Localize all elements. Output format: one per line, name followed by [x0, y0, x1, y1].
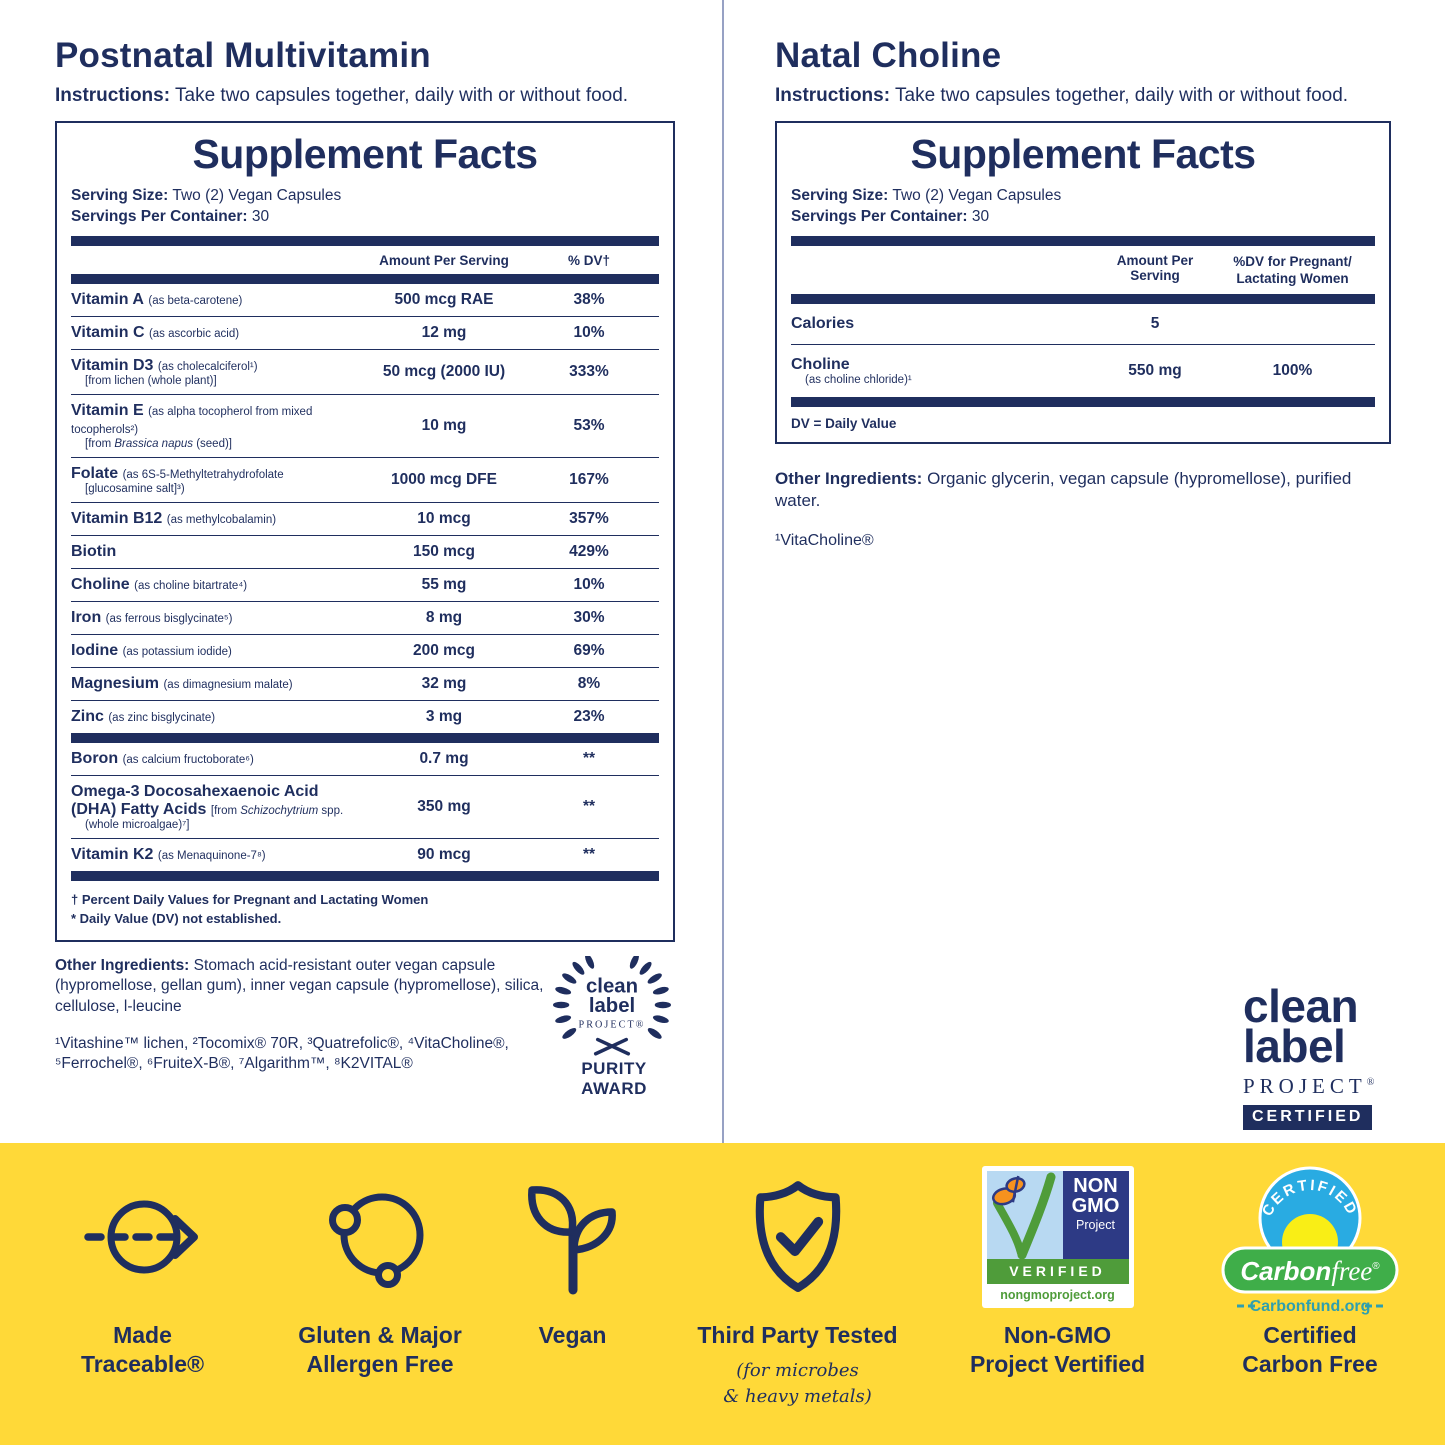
butterfly-sprout-icon: [987, 1171, 1063, 1259]
table-row: [71, 284, 659, 316]
purity-award-line1: PURITY: [581, 1058, 647, 1078]
dv-note: DV = Daily Value: [791, 415, 897, 431]
nutrient-name: Vitamin D3: [71, 356, 154, 374]
serving-size-line: Serving Size: Two (2) Vegan Capsules: [71, 186, 342, 204]
nutrient-amount: 350 mg: [417, 797, 471, 815]
other-ingredients-text: Stomach acid-resistant outer vegan capsule (hypromellose, gellan gum), inner vegan capsule (hypromellose), silica, cellulose, l-leucine: [55, 956, 544, 1015]
clp-word-label: label: [1243, 1020, 1346, 1073]
footnote-dagger: † Percent Daily Values for Pregnant and Lactating Women: [71, 891, 429, 907]
table-row: [71, 838, 659, 871]
nutrient-form: (as cholecalciferol¹): [157, 360, 258, 373]
nutrient-amount: 90 mcg: [417, 845, 471, 863]
nutrient-dv: 100%: [1272, 361, 1313, 379]
nutrient-source: [from lichen (whole plant)]: [85, 374, 217, 387]
section-bar: [791, 236, 1375, 246]
nutrient-form: (as ascorbic acid): [148, 327, 240, 340]
col-percent-dv: %DV for Pregnant/ Lactating Women: [1233, 253, 1352, 287]
table-row: [71, 316, 659, 349]
table-row: [71, 349, 659, 394]
nutrient-dv: 38%: [573, 290, 605, 308]
nutrient-amount: 50 mcg (2000 IU): [382, 362, 506, 380]
nutrient-name: Zinc: [71, 707, 104, 725]
clp-certified-badge: CERTIFIED: [1243, 1105, 1372, 1130]
supplement-facts-box-left: [55, 121, 675, 942]
serving-size-line: Serving Size: Two (2) Vegan Capsules: [791, 186, 1062, 204]
other-ingredients-label: Other Ingredients:: [55, 956, 190, 974]
nutrient-dv: 357%: [569, 509, 609, 527]
certification-band: [0, 1143, 1445, 1445]
svg-text:PROJECT®: PROJECT®: [578, 1018, 646, 1030]
badge-third-party-tested: Third Party Tested (for microbes & heavy metals): [655, 1143, 940, 1409]
nutrient-name: Biotin: [71, 542, 117, 560]
left-footer: [55, 956, 675, 1099]
nutrient-name: Choline: [71, 575, 130, 593]
page-title-natal-choline: Natal Choline: [775, 36, 1002, 75]
nutrient-dv: 10%: [573, 323, 605, 341]
table-row: [791, 344, 1375, 397]
tested-subtext: (for microbes & heavy metals): [723, 1360, 872, 1407]
section-bar: [71, 733, 659, 743]
nutrient-form: (as choline chloride)¹: [805, 373, 912, 386]
nutrient-form: (as Menaquinone-7⁸): [157, 849, 266, 862]
nutrient-name: Iron: [71, 608, 102, 626]
servings-per-container-line: Servings Per Container: 30: [791, 207, 990, 225]
table-row: [71, 457, 659, 502]
verified-band: VERIFIED: [987, 1259, 1129, 1284]
table-header: [71, 246, 659, 274]
nutrient-amount: 32 mg: [421, 674, 467, 692]
nutrient-dv: 69%: [573, 641, 605, 659]
nutrient-name: Folate: [71, 464, 119, 482]
nutrient-form: (as choline bitartrate⁴): [134, 579, 248, 592]
instructions-natal-choline: [775, 84, 1391, 108]
section-bar: [791, 294, 1375, 304]
other-ingredients-left: [55, 956, 549, 1099]
nutrient-amount: 200 mcg: [412, 641, 476, 659]
nutrient-form: (as 6S-5-Methyltetrahydrofolate: [122, 468, 284, 481]
nutrient-amount: 150 mcg: [412, 542, 476, 560]
nutrient-dv: 53%: [573, 416, 605, 434]
nutrient-name: Calories: [791, 314, 855, 332]
facts-title: Supplement Facts: [192, 130, 538, 177]
nutrient-name: Choline: [791, 355, 850, 373]
nutrient-dv: **: [582, 797, 596, 815]
table-row: [71, 700, 659, 733]
instructions-postnatal: [55, 84, 675, 108]
nutrient-form: (as alpha tocopherol from mixed tocopherols²): [71, 405, 313, 436]
instructions-text: Take two capsules together, daily with or without food.: [895, 85, 1349, 106]
nutrient-amount: 550 mg: [1128, 361, 1182, 379]
table-row: [71, 394, 659, 457]
nutrient-form: (as calcium fructoborate⁶): [122, 753, 254, 766]
natal-choline-panel: [775, 36, 1391, 550]
nutrient-name: Iodine: [71, 641, 119, 659]
nutrient-amount: 3 mg: [425, 707, 463, 725]
nutrient-dv: **: [582, 845, 596, 863]
trademark-attributions: ¹Vitashine™ lichen, ²Tocomix® 70R, ³Quatrefolic®, ⁴VitaCholine®, ⁵Ferrochel®, ⁶FruiteX-B®, ⁷Algarithm™, ⁸K2VITAL®: [55, 1034, 509, 1073]
nutrient-amount: 1000 mcg DFE: [391, 470, 497, 488]
section-bar: [791, 397, 1375, 407]
footnotes: [71, 881, 659, 940]
svg-text:CERTIFIED: CERTIFIED: [1258, 1176, 1362, 1219]
instructions-label: Instructions:: [55, 85, 171, 106]
nutrient-amount: 10 mg: [421, 416, 467, 434]
col-amount-per-serving: Amount Per Serving: [1116, 252, 1194, 283]
table-row: Omega-3 Docosahexaenoic Acid (DHA) Fatty Acids [from Schizochytrium spp. (whole microalgae)⁷] 350 mg **: [71, 775, 659, 838]
badge-carbon-free: CERTIFIED Carbonfree® Carbonfund.org Certified Carbon Free: [1175, 1143, 1445, 1380]
nutrient-amount: 10 mcg: [417, 509, 471, 527]
table-row: [71, 535, 659, 568]
nutrient-dv: 333%: [569, 362, 609, 380]
supplement-facts-box-right: [775, 121, 1391, 444]
nutrient-form: (as potassium iodide): [122, 645, 232, 658]
panel-divider: [722, 0, 724, 1143]
nutrient-name: Vitamin B12: [71, 509, 163, 527]
nutrient-dv: 429%: [569, 542, 609, 560]
nutrient-source: [from Brassica napus (seed)]: [85, 437, 233, 450]
nutrient-name: Omega-3 Docosahexaenoic Acid: [71, 782, 319, 800]
nutrient-amount: 0.7 mg: [419, 749, 469, 767]
badge-non-gmo: NON GMO Project VERIFIED nongmoproject.org Non-GMO Project Vertified: [940, 1143, 1175, 1380]
nutrient-name: Vitamin E: [71, 401, 144, 419]
shield-check-icon: [742, 1176, 854, 1298]
nutrient-source: (whole microalgae)⁷]: [85, 818, 190, 831]
trademark-attributions: ¹VitaCholine®: [775, 531, 874, 549]
traceable-icon: [82, 1187, 204, 1287]
nutrient-name: Vitamin A: [71, 290, 144, 308]
table-row: [71, 502, 659, 535]
nutrient-amount: 55 mg: [421, 575, 467, 593]
nutrient-form: (as beta-carotene): [148, 294, 243, 307]
table-row: [791, 304, 1375, 344]
clean-label-purity-award-logo: [553, 956, 675, 1099]
col-amount-per-serving: Amount Per Serving: [379, 252, 509, 268]
carbonfree-certified-logo: [1215, 1159, 1405, 1316]
table-row: [71, 667, 659, 700]
svg-text:label: label: [588, 994, 636, 1017]
servings-per-container-line: Servings Per Container: 30: [71, 207, 270, 225]
svg-text:Carbonfree®: Carbonfree®: [1240, 1255, 1380, 1286]
nutrient-form: (as dimagnesium malate): [163, 678, 293, 691]
badge-made-traceable: Made Traceable®: [15, 1143, 270, 1380]
section-bar: [71, 236, 659, 246]
postnatal-multivitamin-panel: [55, 36, 675, 1099]
nutrient-amount: 12 mg: [421, 323, 467, 341]
nutrient-name: Boron: [71, 749, 119, 767]
col-percent-dv: % DV†: [567, 252, 611, 268]
table-header: [791, 246, 1375, 294]
nutrient-name: Magnesium: [71, 674, 160, 692]
other-ingredients-text: Organic glycerin, vegan capsule (hypromellose), purified water.: [775, 468, 1352, 510]
nutrient-dv: 10%: [573, 575, 605, 593]
nutrient-form: (as zinc bisglycinate): [108, 711, 216, 724]
nutrient-amount: 5: [1150, 314, 1160, 332]
nutrient-dv: 8%: [577, 674, 601, 692]
svg-text:Carbonfund.org: Carbonfund.org: [1249, 1297, 1371, 1315]
laurel-wreath-icon: [553, 956, 671, 1058]
nutrient-source: [glucosamine salt]³): [85, 482, 185, 495]
footnote-asterisk: * Daily Value (DV) not established.: [71, 911, 282, 927]
other-ingredients-right: [775, 468, 1391, 512]
nutrient-form: (as ferrous bisglycinate⁵): [105, 612, 233, 625]
nutrient-dv: 167%: [569, 470, 609, 488]
section-bar: [71, 274, 659, 284]
vegan-sprout-icon: [520, 1178, 626, 1296]
nutrient-dv: **: [582, 749, 596, 767]
clp-word-clean: clean: [1243, 980, 1359, 1032]
clp-word-project: PROJECT®: [1243, 1073, 1375, 1098]
section-bar: [71, 871, 659, 881]
table-row: [71, 568, 659, 601]
nutrient-dv: 23%: [573, 707, 605, 725]
table-row: [71, 601, 659, 634]
nongmo-url: nongmoproject.org: [1000, 1288, 1115, 1302]
page-title-postnatal: Postnatal Multivitamin: [55, 36, 431, 75]
nutrient-amount: 500 mcg RAE: [394, 290, 494, 308]
purity-award-line2: AWARD: [581, 1079, 647, 1099]
table-row: [71, 743, 659, 775]
table-row: [71, 634, 659, 667]
badge-allergen-free: Gluten & Major Allergen Free: [270, 1143, 490, 1380]
instructions-text: Take two capsules together, daily with or without food.: [175, 85, 629, 106]
non-gmo-project-verified-logo: NON GMO Project VERIFIED nongmoproject.org: [982, 1166, 1134, 1308]
nutrient-name: Vitamin C: [71, 323, 145, 341]
nutrient-name: Vitamin K2: [71, 845, 154, 863]
other-ingredients-label: Other Ingredients:: [775, 468, 923, 488]
nutrient-amount: 8 mg: [425, 608, 463, 626]
facts-title: Supplement Facts: [910, 130, 1256, 177]
nutrient-form: (as methylcobalamin): [166, 513, 277, 526]
badge-vegan: Vegan: [490, 1143, 655, 1350]
nutrient-dv: 30%: [573, 608, 605, 626]
clean-label-certified-logo: [1243, 980, 1403, 1130]
instructions-label: Instructions:: [775, 85, 891, 106]
svg-text:clean: clean: [586, 975, 638, 998]
allergen-free-icon: [324, 1181, 436, 1293]
